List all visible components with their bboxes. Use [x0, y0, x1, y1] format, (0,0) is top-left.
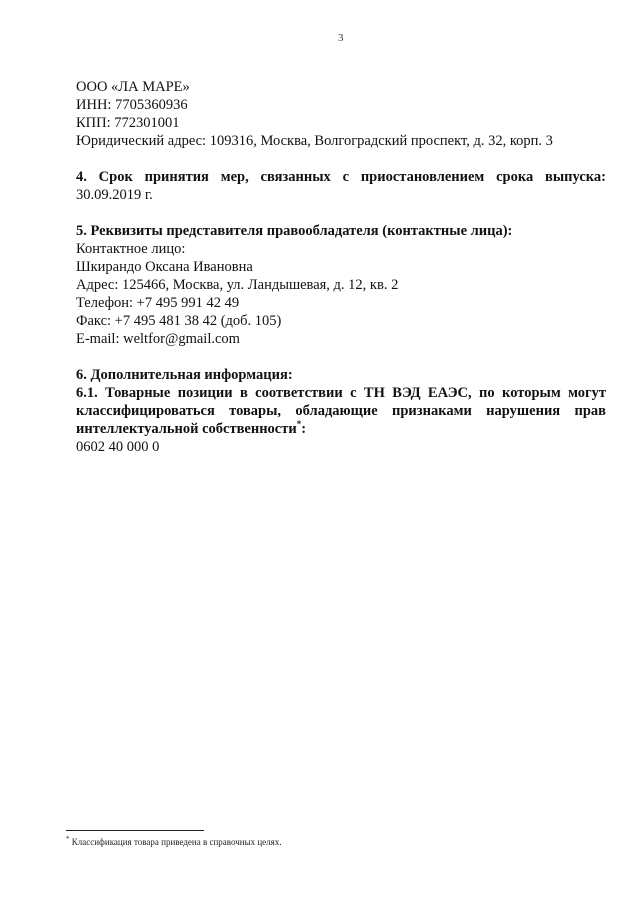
contact-name: Шкирандо Оксана Ивановна	[76, 259, 253, 275]
contact-label: Контактное лицо:	[76, 241, 186, 257]
contact-address: Адрес: 125466, Москва, ул. Ландышевая, д. 12, кв. 2	[76, 277, 399, 293]
tn-ved-code: 0602 40 000 0	[76, 439, 160, 455]
contact-phone: Телефон: +7 495 991 42 49	[76, 295, 240, 311]
company-kpp: КПП: 772301001	[76, 115, 180, 131]
section-6-1-line-2: классифицироваться товары, обладающие признаками нарушения прав	[76, 403, 606, 419]
footnote	[66, 836, 282, 848]
section-4-date: 30.09.2019 г.	[76, 187, 153, 203]
footnote-divider	[66, 830, 204, 831]
company-name: ООО «ЛА МАРЕ»	[76, 79, 190, 95]
contact-fax: Факс: +7 495 481 38 42 (доб. 105)	[76, 313, 282, 329]
footnote-reference: *	[296, 419, 302, 430]
contact-email: E-mail: weltfor@gmail.com	[76, 331, 240, 347]
footnote-text: Классификация товара приведена в справочных целях.	[69, 837, 282, 847]
document-body	[76, 78, 606, 474]
section-6-1-line-1: 6.1. Товарные позиции в соответствии с ТН ВЭД ЕАЭС, по которым могут	[76, 385, 606, 401]
section-5-heading: 5. Реквизиты представителя правообладателя (контактные лица):	[76, 223, 513, 239]
company-address: Юридический адрес: 109316, Москва, Волгоградский проспект, д. 32, корп. 3	[76, 133, 553, 149]
company-inn: ИНН: 7705360936	[76, 97, 188, 113]
section-6-1-colon: :	[301, 421, 307, 437]
section-4	[76, 168, 606, 204]
section-6-1-line-3-text: интеллектуальной собственности	[76, 421, 297, 437]
company-details	[76, 78, 606, 150]
section-4-heading: 4. Срок принятия мер, связанных с приостановлением срока выпуска:	[76, 169, 606, 185]
section-6-heading: 6. Дополнительная информация:	[76, 367, 293, 383]
page-number: 3	[338, 32, 344, 44]
footnote-mark: *	[66, 835, 70, 843]
section-6	[76, 366, 606, 456]
section-6-1-line-3	[76, 420, 606, 438]
section-5	[76, 222, 606, 348]
